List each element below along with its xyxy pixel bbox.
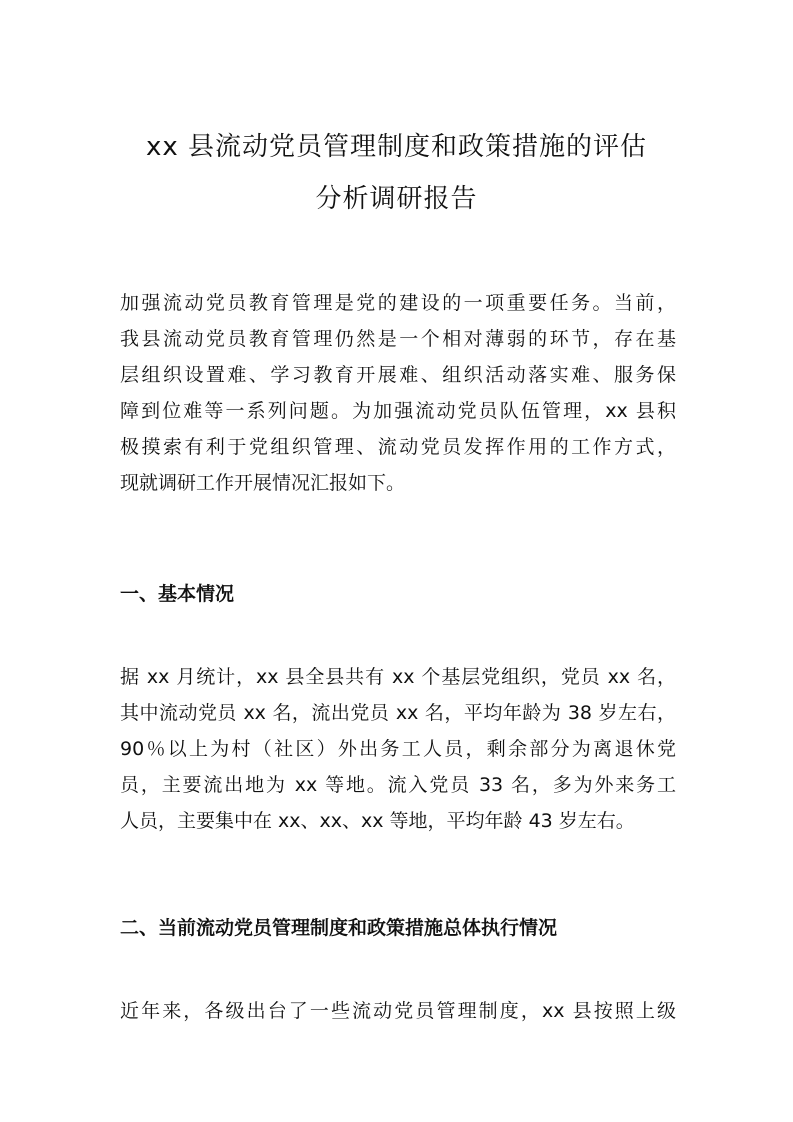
paragraph-line: 层组织设置难、学习教育开展难、组织活动落实难、服务保 (120, 364, 676, 386)
paragraph-line: 障到位难等一系列问题。为加强流动党员队伍管理，xx 县积 (120, 400, 676, 422)
paragraph-line: 近年来，各级出台了一些流动党员管理制度，xx 县按照上级 (120, 1000, 676, 1022)
implementation-paragraph (120, 993, 676, 1029)
paragraph-line: 我县流动党员教育管理仍然是一个相对薄弱的环节，存在基 (120, 328, 676, 350)
paragraph-line: 员，主要流出地为 xx 等地。流入党员 33 名，多为外来务工 (120, 774, 676, 796)
paragraph-line: 加强流动党员教育管理是党的建设的一项重要任务。当前， (120, 292, 676, 314)
paragraph-line: 极摸索有利于党组织管理、流动党员发挥作用的工作方式， (120, 436, 676, 458)
paragraph-line: 其中流动党员 xx 名，流出党员 xx 名，平均年龄为 38 岁左右， (120, 702, 676, 724)
basic-situation-paragraph (120, 659, 676, 839)
intro-paragraph (120, 285, 676, 501)
paragraph-line: 现就调研工作开展情况汇报如下。 (120, 472, 406, 494)
section-heading-implementation: 二、当前流动党员管理制度和政策措施总体执行情况 (120, 917, 558, 939)
paragraph-line: 90％以上为村（社区）外出务工人员，剩余部分为离退休党 (120, 738, 676, 760)
document-title-line-1: xx 县流动党员管理制度和政策措施的评估 (145, 132, 648, 162)
paragraph-line: 据 xx 月统计，xx 县全县共有 xx 个基层党组织，党员 xx 名， (120, 666, 676, 688)
paragraph-line: 人员，主要集中在 xx、xx、xx 等地，平均年龄 43 岁左右。 (120, 810, 635, 832)
document-title-line-2: 分析调研报告 (315, 184, 478, 214)
section-heading-basic-situation: 一、基本情况 (120, 583, 235, 605)
